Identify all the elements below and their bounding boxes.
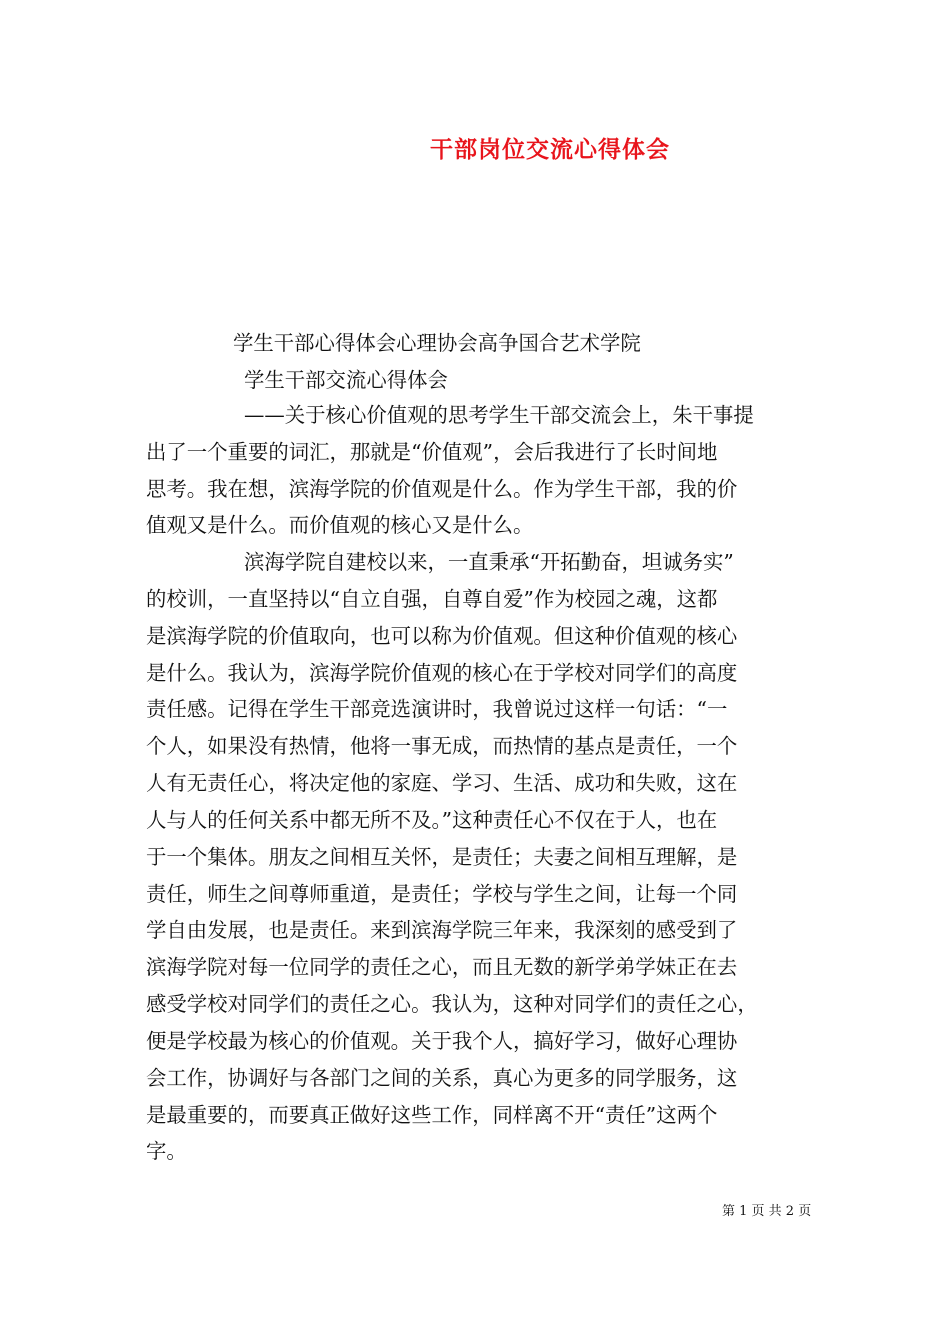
body-line: 滨海学院自建校以来，一直秉承“开拓勤奋，坦诚务实” <box>244 550 734 574</box>
body-line: 于一个集体。朋友之间相互关怀，是责任；夫妻之间相互理解，是 <box>146 845 738 869</box>
page-number: 第 1 页 共 2 页 <box>722 1204 812 1219</box>
body-line: 便是学校最为核心的价值观。关于我个人，搞好学习，做好心理协 <box>146 1029 738 1053</box>
body-line: 人有无责任心，将决定他的家庭、学习、生活、成功和失败，这在 <box>146 771 738 795</box>
body-line: 值观又是什么。而价值观的核心又是什么。 <box>146 513 534 537</box>
body-line: 责任，师生之间尊师重道，是责任；学校与学生之间，让每一个同 <box>146 882 738 906</box>
body-line: 责任感。记得在学生干部竞选演讲时，我曾说过这样一句话：“一 <box>146 697 728 721</box>
document-title: 干部岗位交流心得体会 <box>430 136 670 163</box>
body-line: ——关于核心价值观的思考学生干部交流会上，朱干事提 <box>244 403 754 427</box>
body-line: 感受学校对同学们的责任之心。我认为，这种对同学们的责任之心， <box>146 992 758 1016</box>
body-line: 个人，如果没有热情，他将一事无成，而热情的基点是责任，一个 <box>146 734 738 758</box>
body-line: 人与人的任何关系中都无所不及。”这种责任心不仅在于人，也在 <box>146 808 718 832</box>
body-line: 是滨海学院的价值取向，也可以称为价值观。但这种价值观的核心 <box>146 624 738 648</box>
body-line: 是什么。我认为，滨海学院价值观的核心在于学校对同学们的高度 <box>146 661 738 685</box>
body-line: 学生干部交流心得体会 <box>244 368 448 392</box>
body-line: 会工作，协调好与各部门之间的关系，真心为更多的同学服务，这 <box>146 1066 738 1090</box>
body-line: 出了一个重要的词汇，那就是“价值观”，会后我进行了长时间地 <box>146 440 718 464</box>
body-line: 字。 <box>146 1139 187 1163</box>
body-line: 的校训，一直坚持以“自立自强，自尊自爱”作为校园之魂，这都 <box>146 587 718 611</box>
body-line: 滨海学院对每一位同学的责任之心，而且无数的新学弟学妹正在去 <box>146 955 738 979</box>
body-line: 是最重要的，而要真正做好这些工作，同样离不开“责任”这两个 <box>146 1103 718 1127</box>
body-line: 学自由发展，也是责任。来到滨海学院三年来，我深刻的感受到了 <box>146 918 738 942</box>
body-line: 学生干部心得体会心理协会高争国合艺术学院 <box>233 331 641 355</box>
body-line: 思考。我在想，滨海学院的价值观是什么。作为学生干部，我的价 <box>146 477 738 501</box>
